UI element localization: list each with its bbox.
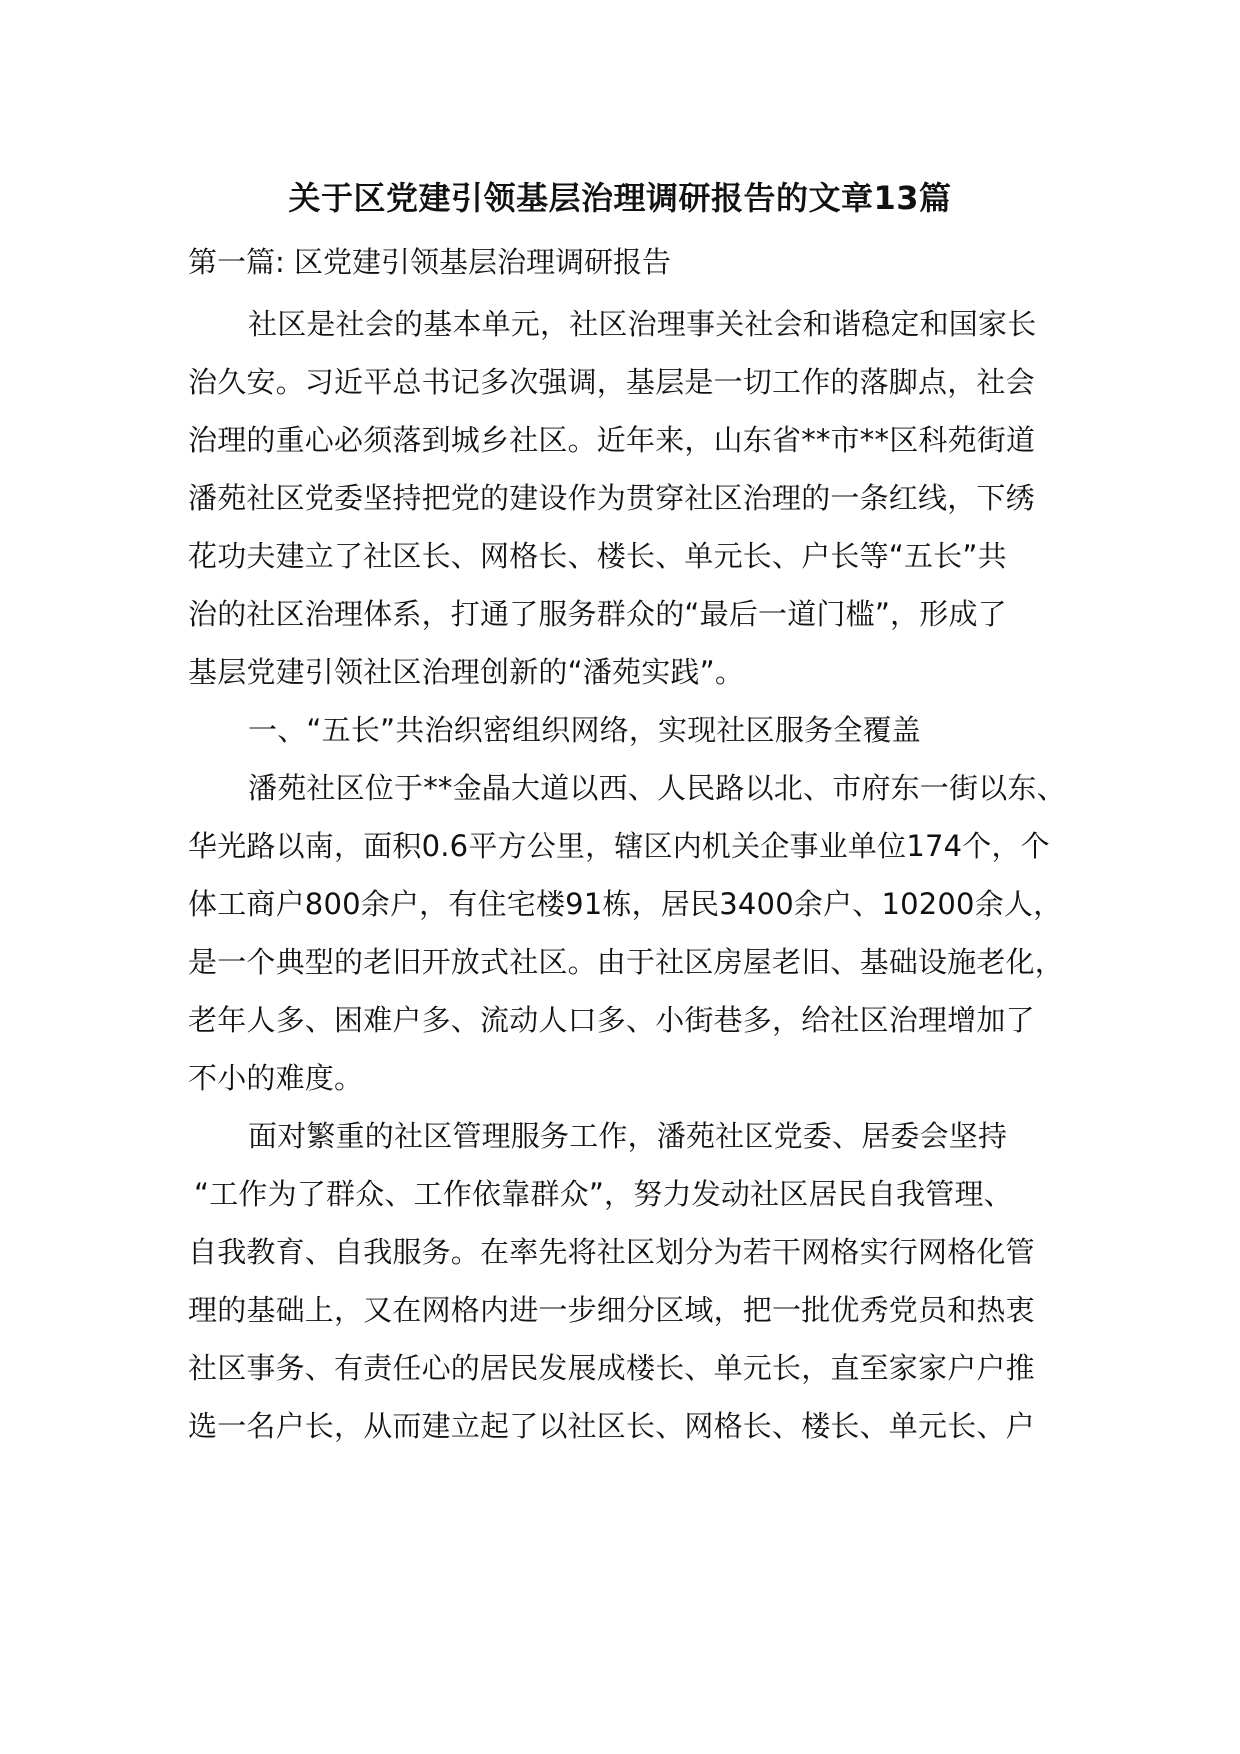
paragraph-line: 老年人多、困难户多、流动人口多、小街巷多，给社区治理增加了 [188,1003,1035,1037]
paragraph-line: 基层党建引领社区治理创新的“潘苑实践”。 [188,655,745,689]
section-subtitle: 第一篇: 区党建引领基层治理调研报告 [188,245,671,279]
paragraph-line: 理的基础上，又在网格内进一步细分区域，把一批优秀党员和热衷 [188,1293,1035,1327]
paragraph-line: 是一个典型的老旧开放式社区。由于社区房屋老旧、基础设施老化， [188,945,1065,979]
paragraph-line: 自我教育、自我服务。在率先将社区划分为若干网格实行网格化管 [188,1235,1035,1269]
paragraph-line: 面对繁重的社区管理服务工作，潘苑社区党委、居委会坚持 [248,1119,1008,1153]
paragraph-line: 不小的难度。 [188,1061,364,1095]
paragraph-line: 社区事务、有责任心的居民发展成楼长、单元长，直至家家户户推 [188,1351,1035,1385]
paragraph-line: 治理的重心必须落到城乡社区。近年来，山东省**市**区科苑街道 [188,423,1036,457]
paragraph-line: 治的社区治理体系，打通了服务群众的“最后一道门槛”，形成了 [188,597,1007,631]
paragraph-line: 华光路以南，面积0.6平方公里，辖区内机关企事业单位174个，个 [188,829,1050,863]
paragraph-line: “工作为了群众、工作依靠群众”，努力发动社区居民自我管理、 [194,1177,1013,1211]
paragraph-line: 选一名户长，从而建立起了以社区长、网格长、楼长、单元长、户 [188,1409,1035,1443]
document-title: 关于区党建引领基层治理调研报告的文章13篇 [288,179,952,217]
paragraph-line: 治久安。习近平总书记多次强调，基层是一切工作的落脚点，社会 [188,365,1035,399]
paragraph-line: 社区是社会的基本单元，社区治理事关社会和谐稳定和国家长 [248,307,1037,341]
paragraph-line: 潘苑社区位于**金晶大道以西、人民路以北、市府东一街以东、 [248,771,1066,805]
paragraph-line: 体工商户800余户，有住宅楼91栋，居民3400余户、10200余人， [188,887,1063,921]
paragraph-line: 潘苑社区党委坚持把党的建设作为贯穿社区治理的一条红线，下绣 [188,481,1035,515]
section-heading: 一、“五长”共治织密组织网络，实现社区服务全覆盖 [248,713,921,747]
paragraph-line: 花功夫建立了社区长、网格长、楼长、单元长、户长等“五长”共 [188,539,1007,573]
